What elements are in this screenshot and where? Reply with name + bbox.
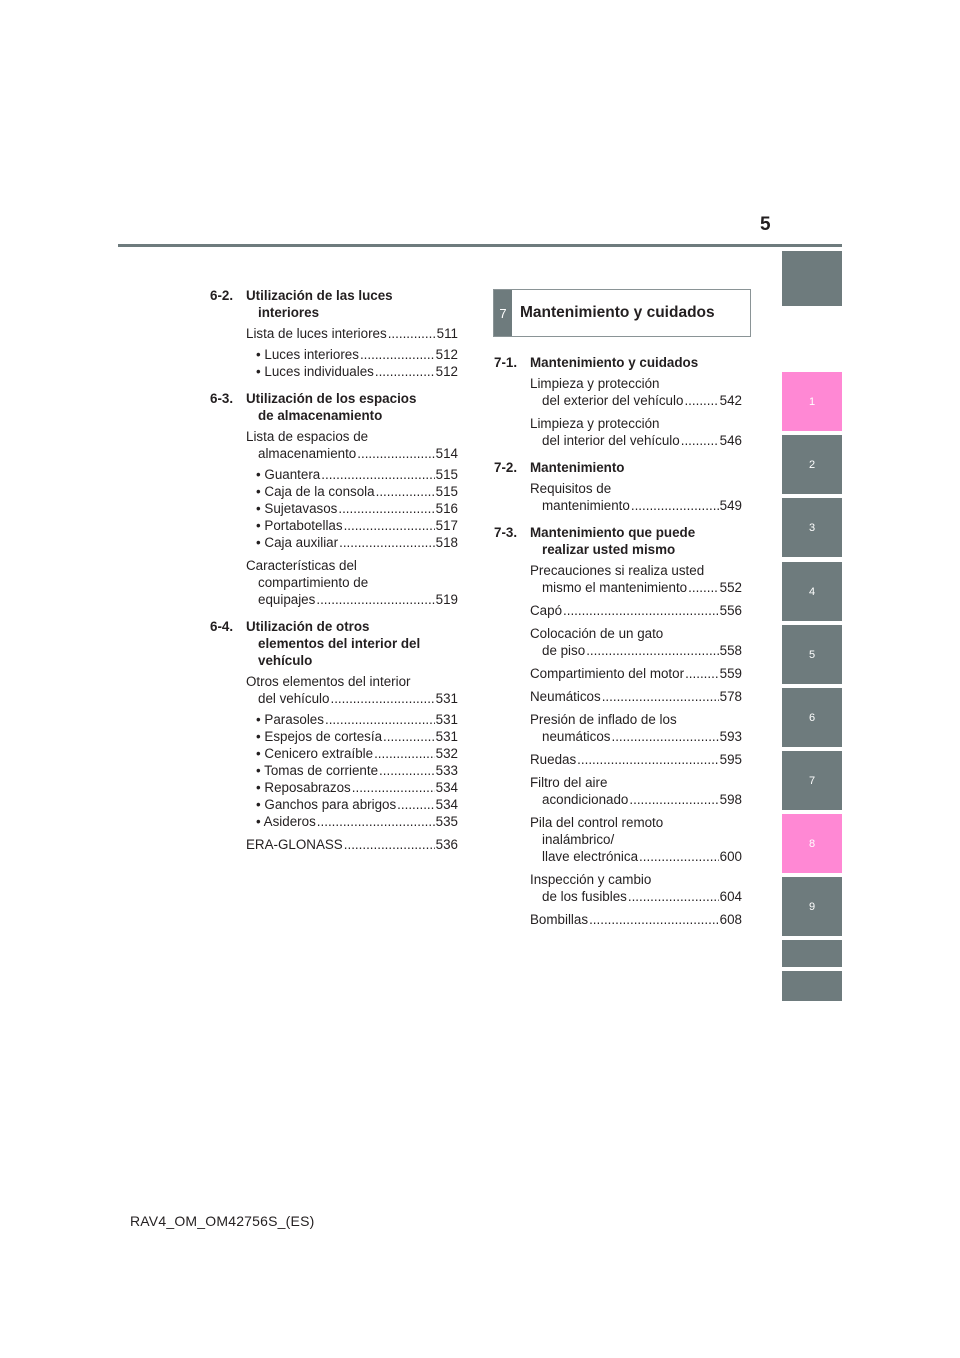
toc-sub-entry [210, 711, 458, 728]
leader-dots [376, 483, 435, 500]
leader-dots [344, 836, 435, 853]
toc-page-number: 546 [719, 433, 742, 448]
section-number: 6-4. [210, 619, 234, 634]
section-number: 7-1. [494, 355, 518, 370]
toc-entry [494, 415, 742, 449]
toc-page-number: 604 [719, 889, 742, 904]
toc-entry-text: Precauciones si realiza usted [530, 563, 705, 578]
chapter-heading [493, 289, 751, 337]
chapter-tab: 5 [782, 625, 842, 684]
toc-page-number: 556 [719, 603, 742, 618]
toc-group [210, 325, 458, 380]
leader-dots [374, 745, 435, 762]
toc-entry-text: Ruedas [530, 752, 577, 767]
section-title-line: realizar usted mismo [542, 542, 676, 557]
toc-sub-text: • Parasoles [256, 712, 324, 727]
toc-entry-line [246, 836, 458, 853]
toc-page-number: 552 [719, 580, 742, 595]
toc-group [494, 688, 742, 705]
section-number: 7-2. [494, 460, 518, 475]
toc-page-number: 549 [719, 498, 742, 513]
toc-group [494, 911, 742, 928]
toc-sub-list [210, 466, 458, 551]
leader-dots [577, 751, 719, 768]
toc-page-number: 531 [435, 691, 458, 706]
toc-sub-text: • Sujetavasos [256, 501, 338, 516]
toc-group [494, 562, 742, 596]
section-number: 6-3. [210, 391, 234, 406]
toc-entry [494, 814, 742, 865]
toc-group [494, 375, 742, 409]
chapter-tab: 1 [782, 372, 842, 431]
toc-entry-line [530, 432, 742, 449]
toc-entry [494, 602, 742, 619]
toc-page-number: 593 [719, 729, 742, 744]
toc-group [494, 665, 742, 682]
toc-entry-line [246, 325, 458, 342]
toc-page-number: 515 [435, 467, 458, 482]
toc-page-number: 534 [435, 797, 458, 812]
section-title-line: vehículo [258, 653, 313, 668]
toc-entry-line [530, 848, 742, 865]
section-title-line: Mantenimiento y cuidados [530, 355, 699, 370]
section-number: 7-3. [494, 525, 518, 540]
toc-entry-text: neumáticos [542, 729, 611, 744]
toc-page-number: 517 [435, 518, 458, 533]
toc-page-number: 512 [435, 364, 458, 379]
toc-page-number: 536 [435, 837, 458, 852]
leader-dots [352, 779, 435, 796]
toc-sub-list [210, 711, 458, 830]
toc-entry-text: de los fusibles [542, 889, 627, 904]
leader-dots [629, 791, 718, 808]
toc-page-number: 511 [436, 326, 458, 341]
page-number: 5 [760, 214, 771, 235]
toc-entry [494, 625, 742, 659]
toc-entry-line [530, 688, 742, 705]
chapter-tab [782, 251, 842, 306]
toc-entry-text: Requisitos de [530, 481, 612, 496]
toc-page-number: 532 [435, 746, 458, 761]
toc-entry-text: Compartimiento del motor [530, 666, 685, 681]
toc-sub-entry [210, 500, 458, 517]
header-rule [118, 244, 842, 247]
chapter-tab: 4 [782, 562, 842, 621]
toc-page-number: 534 [435, 780, 458, 795]
toc-entry-line [530, 774, 742, 791]
toc-entry-line [530, 375, 742, 392]
toc-entry-line [530, 728, 742, 745]
toc-page-number: 535 [435, 814, 458, 829]
leader-dots [375, 363, 435, 380]
toc-page-number: 595 [719, 752, 742, 767]
toc-entry-line [530, 711, 742, 728]
toc-group [494, 814, 742, 865]
toc-entry-text: del interior del vehículo [542, 433, 680, 448]
toc-page-number: 578 [719, 689, 742, 704]
toc-sub-entry [210, 346, 458, 363]
toc-group [494, 480, 742, 514]
toc-entry-line [246, 557, 458, 574]
toc-entry-line [246, 428, 458, 445]
toc-entry-line [246, 690, 458, 707]
toc-entry-text: mismo el mantenimiento [542, 580, 688, 595]
toc-sub-text: • Cenicero extraíble [256, 746, 374, 761]
toc-page-number: 598 [719, 792, 742, 807]
toc-entry-line [530, 579, 742, 596]
toc-entry [494, 480, 742, 514]
toc-entry-text: almacenamiento [258, 446, 357, 461]
toc-page-number: 514 [435, 446, 458, 461]
toc-entry [210, 836, 458, 853]
leader-dots [339, 534, 435, 551]
toc-sub-entry [210, 779, 458, 796]
toc-page-number: 533 [435, 763, 458, 778]
toc-entry-line [530, 831, 742, 848]
chapter-tab: 2 [782, 435, 842, 494]
toc-page-number: 512 [435, 347, 458, 362]
leader-dots [628, 888, 719, 905]
toc-page-number: 515 [435, 484, 458, 499]
toc-sub-entry [210, 728, 458, 745]
toc-page-number: 531 [435, 712, 458, 727]
toc-sub-entry [210, 483, 458, 500]
toc-page-number: 516 [435, 501, 458, 516]
toc-group [494, 751, 742, 768]
toc-entry-text: llave electrónica [542, 849, 639, 864]
toc-entry-line [530, 480, 742, 497]
section-title-line: Mantenimiento que puede [530, 525, 696, 540]
toc-sub-entry [210, 466, 458, 483]
toc-entry-line [246, 673, 458, 690]
toc-entry-line [530, 888, 742, 905]
leader-dots [586, 642, 718, 659]
toc-entry [210, 557, 458, 608]
chapter-title: Mantenimiento y cuidados [520, 304, 715, 321]
toc-entry-text: Bombillas [530, 912, 589, 927]
toc-page-number: 519 [435, 592, 458, 607]
toc-sub-text: • Luces interiores [256, 347, 359, 362]
toc-entry-line [530, 602, 742, 619]
toc-sub-entry [210, 363, 458, 380]
toc-entry-line [530, 665, 742, 682]
toc-sub-entry [210, 534, 458, 551]
toc-sub-text: • Asideros [256, 814, 316, 829]
chapter-tab: 7 [782, 751, 842, 810]
toc-entry-line [530, 497, 742, 514]
toc-right-column [494, 354, 742, 938]
toc-entry [494, 871, 742, 905]
footer-code: RAV4_OM_OM42756S_(ES) [130, 1213, 315, 1229]
leader-dots [360, 346, 435, 363]
chapter-tab [782, 971, 842, 1001]
chapter-tab: 9 [782, 877, 842, 936]
toc-entry [210, 325, 458, 342]
toc-sub-text: • Reposabrazos [256, 780, 351, 795]
leader-dots [589, 911, 719, 928]
section-title-line: de almacenamiento [258, 408, 383, 423]
toc-group [210, 673, 458, 830]
leader-dots [383, 728, 435, 745]
section-title-line: Utilización de los espacios [246, 391, 417, 406]
toc-group [210, 557, 458, 608]
leader-dots [681, 432, 719, 449]
toc-group [210, 836, 458, 853]
chapter-tab: 8 [782, 814, 842, 873]
leader-dots [684, 392, 718, 409]
toc-entry-text: de piso [542, 643, 586, 658]
chapter-tab [782, 940, 842, 967]
toc-entry-text: Colocación de un gato [530, 626, 664, 641]
section-title-line: Utilización de otros [246, 619, 370, 634]
toc-sub-text: • Caja de la consola [256, 484, 375, 499]
toc-left-column [210, 287, 458, 863]
toc-entry-line [530, 415, 742, 432]
toc-entry [494, 375, 742, 409]
leader-dots [344, 517, 435, 534]
leader-dots [639, 848, 719, 865]
toc-page-number: 558 [719, 643, 742, 658]
chapter-tab: 6 [782, 688, 842, 747]
toc-entry-line [530, 814, 742, 831]
leader-dots [602, 688, 719, 705]
toc-entry-text: compartimiento de [258, 575, 369, 590]
toc-entry-line [530, 625, 742, 642]
toc-entry-line [530, 392, 742, 409]
toc-entry-text: acondicionado [542, 792, 629, 807]
toc-entry-text: Capó [530, 603, 563, 618]
toc-sub-entry [210, 745, 458, 762]
toc-group [494, 415, 742, 449]
toc-sub-entry [210, 813, 458, 830]
toc-page-number: 608 [719, 912, 742, 927]
section-heading [494, 524, 742, 558]
toc-page-number: 542 [719, 393, 742, 408]
toc-entry [210, 428, 458, 462]
toc-entry-line [246, 574, 458, 591]
toc-entry-line [530, 642, 742, 659]
toc-group [494, 711, 742, 745]
toc-entry-text: Filtro del aire [530, 775, 608, 790]
section-spacer [210, 859, 458, 863]
section-title-line: Utilización de las luces [246, 288, 393, 303]
toc-entry [494, 774, 742, 808]
chapter-number: 7 [494, 290, 512, 336]
toc-sub-text: • Guantera [256, 467, 321, 482]
toc-entry-text: Inspección y cambio [530, 872, 652, 887]
toc-page-number: 531 [435, 729, 458, 744]
section-number: 6-2. [210, 288, 234, 303]
toc-entry [494, 562, 742, 596]
toc-sub-text: • Portabotellas [256, 518, 343, 533]
toc-entry-line [530, 751, 742, 768]
toc-group [494, 774, 742, 808]
section-heading [210, 618, 458, 669]
toc-sub-text: • Caja auxiliar [256, 535, 339, 550]
toc-group [494, 602, 742, 619]
leader-dots [388, 325, 436, 342]
toc-sub-text: • Ganchos para abrigos [256, 797, 397, 812]
toc-entry-line [530, 911, 742, 928]
toc-entry-line [530, 562, 742, 579]
section-heading [494, 354, 742, 371]
leader-dots [379, 762, 435, 779]
toc-page-number: 559 [719, 666, 742, 681]
toc-page-number: 518 [435, 535, 458, 550]
toc-entry-line [530, 791, 742, 808]
toc-entry-text: Pila del control remoto [530, 815, 664, 830]
toc-sub-text: • Espejos de cortesía [256, 729, 383, 744]
toc-entry-line [246, 445, 458, 462]
toc-entry-line [246, 591, 458, 608]
toc-entry-text: mantenimiento [542, 498, 630, 513]
toc-entry-text: ERA-GLONASS [246, 837, 343, 852]
toc-entry-text: Limpieza y protección [530, 376, 660, 391]
leader-dots [338, 500, 434, 517]
toc-entry-text: del exterior del vehículo [542, 393, 684, 408]
leader-dots [317, 813, 435, 830]
toc-entry-text: Características del [246, 558, 357, 573]
leader-dots [563, 602, 719, 619]
toc-entry [494, 688, 742, 705]
section-title-line: interiores [258, 305, 320, 320]
leader-dots [321, 466, 434, 483]
leader-dots [397, 796, 434, 813]
toc-sub-entry [210, 796, 458, 813]
toc-page-number: 600 [719, 849, 742, 864]
leader-dots [357, 445, 434, 462]
section-heading [210, 390, 458, 424]
leader-dots [631, 497, 719, 514]
toc-entry [494, 711, 742, 745]
toc-group [210, 428, 458, 551]
toc-entry [494, 911, 742, 928]
section-heading [210, 287, 458, 321]
section-title-line: Mantenimiento [530, 460, 625, 475]
section-spacer [494, 934, 742, 938]
toc-entry-text: Otros elementos del interior [246, 674, 411, 689]
toc-entry-text: Neumáticos [530, 689, 601, 704]
leader-dots [688, 579, 719, 596]
toc-entry-text: equipajes [258, 592, 316, 607]
toc-entry-text: inalámbrico/ [542, 832, 615, 847]
toc-entry-text: Lista de luces interiores [246, 326, 387, 341]
toc-sub-entry [210, 517, 458, 534]
leader-dots [611, 728, 718, 745]
leader-dots [330, 690, 434, 707]
chapter-tab: 3 [782, 498, 842, 557]
toc-entry-text: Presión de inflado de los [530, 712, 677, 727]
toc-entry [494, 751, 742, 768]
toc-sub-entry [210, 762, 458, 779]
leader-dots [685, 665, 719, 682]
toc-sub-list [210, 346, 458, 380]
toc-entry-text: Limpieza y protección [530, 416, 660, 431]
leader-dots [316, 591, 434, 608]
toc-entry-line [530, 871, 742, 888]
toc-sub-text: • Luces individuales [256, 364, 374, 379]
leader-dots [325, 711, 435, 728]
toc-entry [494, 665, 742, 682]
toc-entry [210, 673, 458, 707]
toc-sub-text: • Tomas de corriente [256, 763, 379, 778]
toc-entry-text: Lista de espacios de [246, 429, 369, 444]
section-heading [494, 459, 742, 476]
toc-group [494, 871, 742, 905]
toc-entry-text: del vehículo [258, 691, 330, 706]
toc-group [494, 625, 742, 659]
section-title-line: elementos del interior del [258, 636, 421, 651]
